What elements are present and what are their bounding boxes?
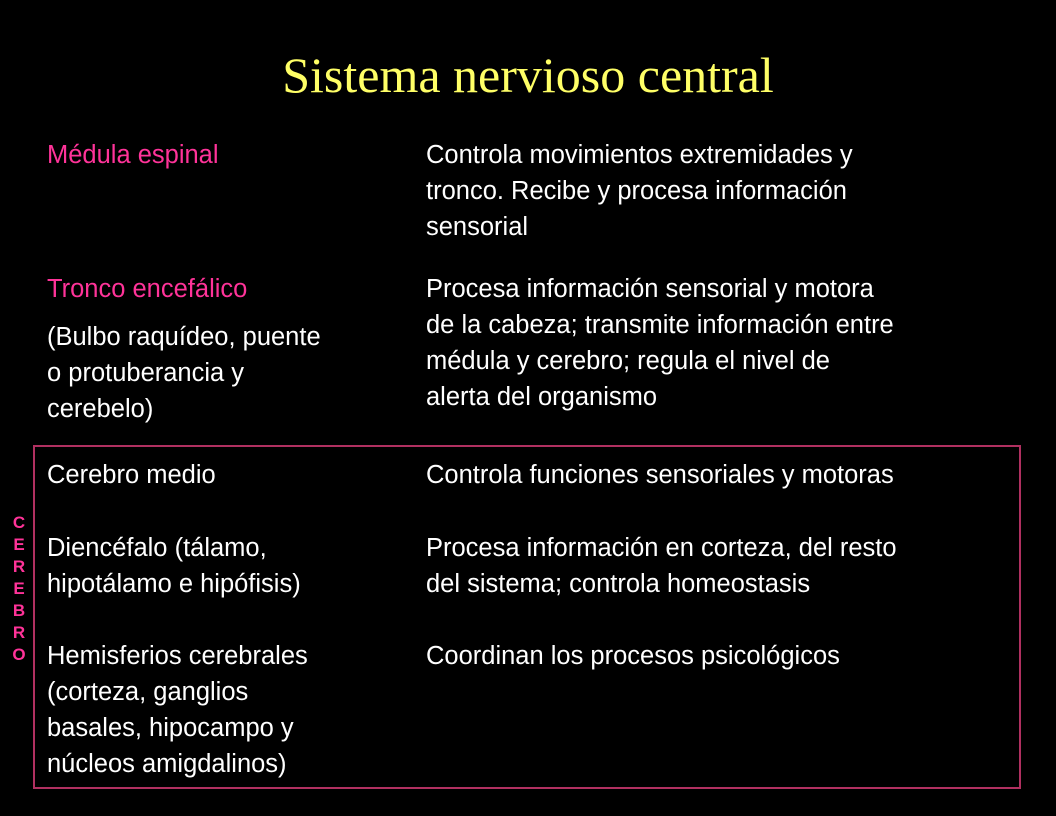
label-letter: E: [13, 535, 25, 554]
label-letter: B: [12, 601, 26, 620]
text-line: (corteza, ganglios: [47, 678, 249, 706]
label-letter: R: [12, 623, 26, 642]
text-line: médula y cerebro; regula el nivel de: [426, 347, 830, 375]
text-line: basales, hipocampo y: [47, 714, 294, 742]
structure-tronco-detail: [47, 319, 397, 427]
text-line: núcleos amigdalinos): [47, 750, 287, 778]
text-line: alerta del organismo: [426, 383, 658, 411]
structure-medula-espinal: Médula espinal: [47, 141, 219, 169]
text-line: tronco. Recibe y procesa información: [426, 177, 847, 205]
text-line: Procesa información sensorial y motora: [426, 275, 874, 303]
label-letter: R: [12, 557, 26, 576]
slide-title: Sistema nervioso central: [282, 47, 774, 103]
function-hemisferios-cerebrales: [426, 638, 1026, 674]
text-line: del sistema; controla homeostasis: [426, 570, 811, 598]
function-diencefalo: [426, 530, 1026, 602]
label-letter: E: [13, 579, 25, 598]
function-medula-espinal: [426, 137, 1026, 245]
structure-tronco-encefalico: Tronco encefálico: [47, 275, 248, 303]
text-line: Cerebro medio: [47, 461, 216, 489]
structure-hemisferios-cerebrales: [47, 638, 397, 782]
label-letter: O: [12, 645, 26, 664]
text-line: Hemisferios cerebrales: [47, 642, 308, 670]
text-line: hipotálamo e hipófisis): [47, 570, 301, 598]
cerebro-vertical-label: [4, 512, 34, 666]
structure-cerebro-medio: [47, 457, 397, 493]
text-line: de la cabeza; transmite información entre: [426, 311, 894, 339]
label-letter: C: [12, 513, 26, 532]
structure-diencefalo: [47, 530, 397, 602]
function-tronco-encefalico: [426, 271, 1026, 415]
text-line: Procesa información en corteza, del resto: [426, 534, 897, 562]
text-line: Controla movimientos extremidades y: [426, 141, 853, 169]
text-line: Coordinan los procesos psicológicos: [426, 642, 840, 670]
text-line: Diencéfalo (tálamo,: [47, 534, 267, 562]
text-line: cerebelo): [47, 395, 154, 423]
text-line: (Bulbo raquídeo, puente: [47, 323, 321, 351]
text-line: sensorial: [426, 213, 529, 241]
text-line: o protuberancia y: [47, 359, 245, 387]
text-line: Controla funciones sensoriales y motoras: [426, 461, 894, 489]
function-cerebro-medio: [426, 457, 1026, 493]
